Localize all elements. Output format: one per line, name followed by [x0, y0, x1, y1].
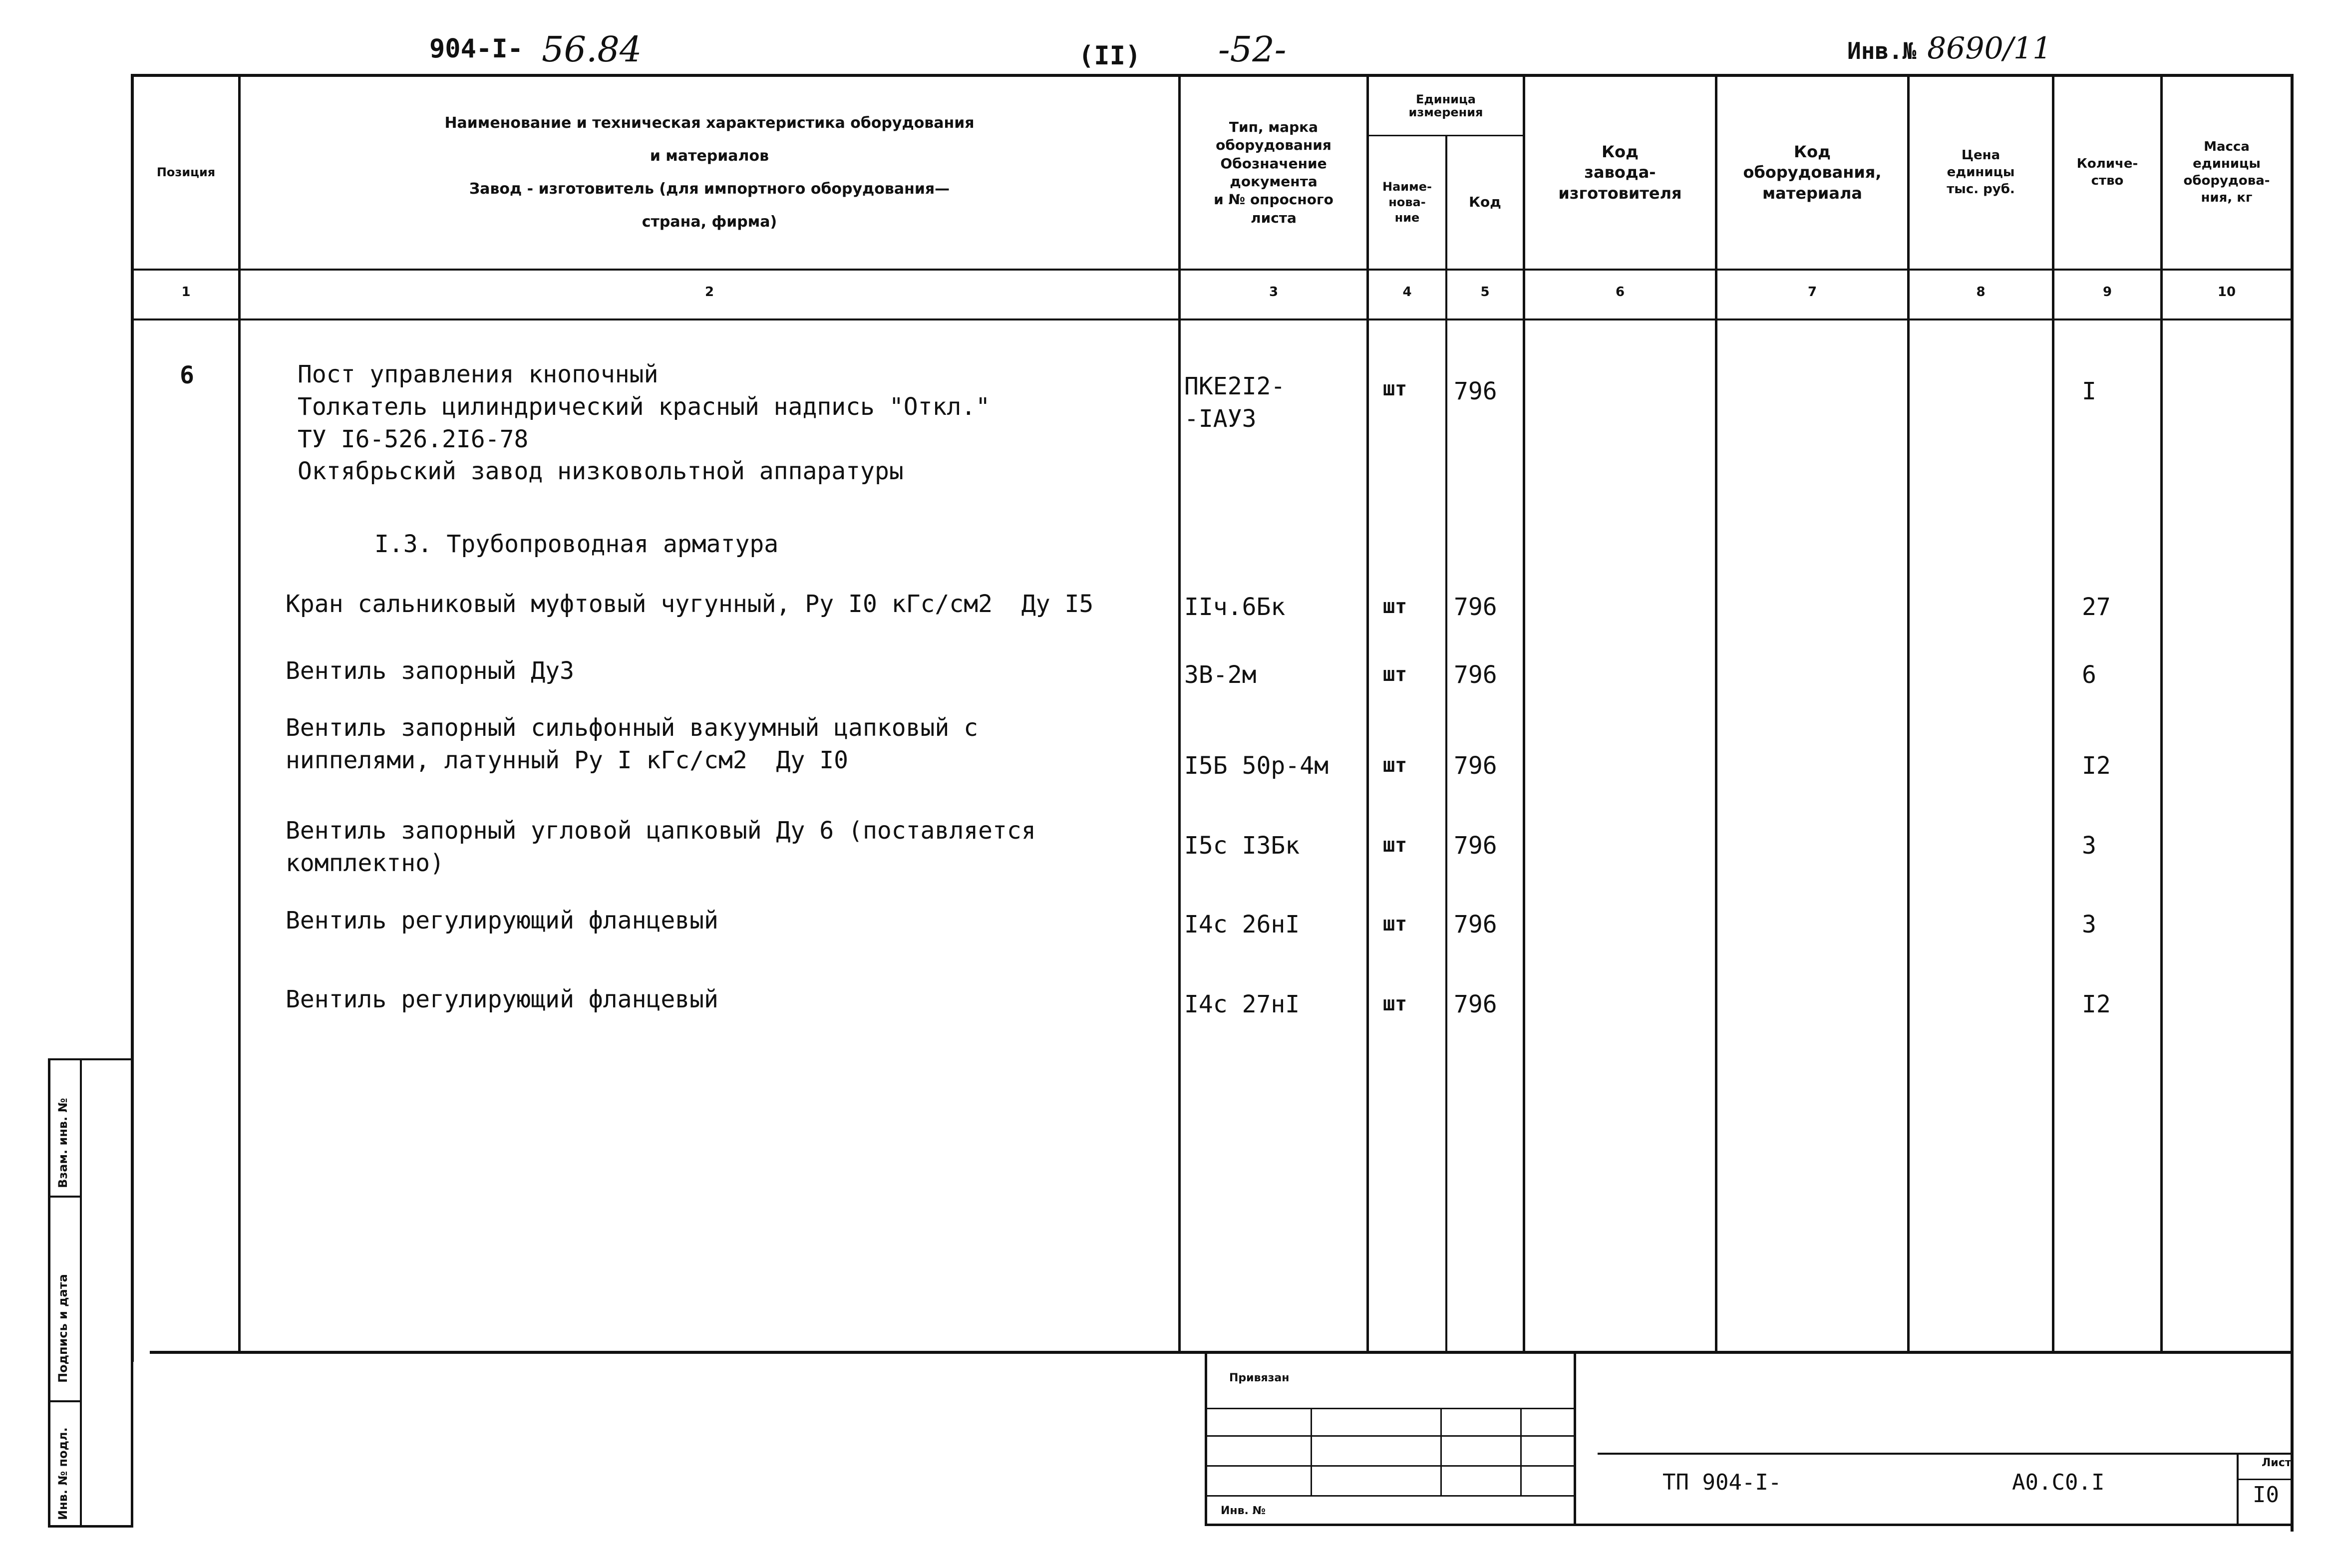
row-code: 796 [1454, 593, 1497, 621]
row-qty: 3 [2082, 832, 2096, 860]
row-qty: 27 [2082, 593, 2111, 621]
col-number-10: 10 [2217, 285, 2236, 300]
row-qty: 3 [2082, 911, 2096, 939]
row-name: Кран сальниковый муфтовый чугунный, Ру I0 кГс/см2 Ду I5 [286, 590, 1094, 618]
row-type: 3В-2м [1184, 661, 1257, 689]
row-unit: шт [1383, 663, 1407, 686]
inventory-label: Инв.№ [1847, 37, 1917, 64]
header-unit-code: Код [1469, 194, 1501, 211]
row-type: I4с 27нI [1184, 990, 1300, 1018]
row-type: I4с 26нI [1184, 911, 1300, 939]
col-number-1: 1 [181, 285, 191, 300]
side-signature-date: Подпись и дата [56, 1274, 70, 1383]
row-unit: шт [1383, 595, 1407, 618]
stamp-inv-label: Инв. № [1221, 1505, 1266, 1517]
row-position: 6 [180, 361, 194, 389]
row-name: Пост управления кнопочный Толкатель цилиндрический красный надпись "Откл." ТУ I6-526.2I6-78 Октябрьский завод низковольтной аппаратуры [298, 360, 991, 486]
row-code: 796 [1454, 661, 1497, 689]
row-name: Вентиль запорный Ду3 [286, 657, 574, 685]
row-name: Вентиль регулирующий фланцевый [286, 985, 718, 1013]
col-number-9: 9 [2102, 285, 2112, 300]
row-unit: шт [1383, 834, 1407, 857]
col-number-8: 8 [1976, 285, 1986, 300]
col-number-2: 2 [704, 285, 714, 300]
col-number-3: 3 [1269, 285, 1279, 300]
header-name: Наименование и техническая характеристика оборудования и материалов Завод - изготовитель (для импортного оборудования— страна, фирма) [444, 114, 975, 231]
header-equip-code: Код оборудования, материала [1743, 142, 1882, 203]
row-name: Вентиль запорный угловой цапковый Ду 6 (поставляется комплектно) [286, 817, 1036, 877]
row-code: 796 [1454, 377, 1497, 405]
row-type: IIч.6Бк [1184, 593, 1286, 621]
row-unit: шт [1383, 754, 1407, 777]
stamp-linked-label: Привязан [1229, 1372, 1290, 1384]
row-type: ПКЕ2I2- -IАУЗ [1184, 372, 1286, 433]
part-number: (II) [1078, 41, 1141, 71]
row-code: 796 [1454, 752, 1497, 780]
stamp-document-number: ТП 904-I- [1663, 1470, 1782, 1495]
row-unit: шт [1383, 992, 1407, 1015]
col-number-6: 6 [1615, 285, 1625, 300]
row-code: 796 [1454, 832, 1497, 860]
series-number: 904-I- [429, 34, 523, 64]
row-type: I5с I3Бк [1184, 832, 1300, 860]
section-title: I.3. Трубопроводная арматура [374, 530, 779, 558]
header-unit: Единица измерения [1408, 92, 1483, 119]
side-original-inv: Инв. № подл. [56, 1427, 70, 1520]
col-number-5: 5 [1480, 285, 1490, 300]
inventory-handwritten: 8690/11 [1927, 31, 2052, 66]
row-qty: I2 [2082, 990, 2111, 1018]
row-unit: шт [1383, 913, 1407, 936]
col-number-4: 4 [1402, 285, 1412, 300]
row-name: Вентиль регулирующий фланцевый [286, 907, 718, 935]
row-code: 796 [1454, 911, 1497, 939]
side-replaced-inv: Взам. инв. № [56, 1098, 70, 1188]
row-qty: I2 [2082, 752, 2111, 780]
header-mass: Масса единицы оборудова- ния, кг [2183, 139, 2270, 205]
stamp-sheet-number: I0 [2253, 1482, 2279, 1508]
header-unit-name: Наиме- нова- ние [1382, 179, 1432, 225]
series-handwritten: 56.84 [542, 29, 642, 70]
header-maker-code: Код завода- изготовителя [1558, 142, 1682, 203]
stamp-document-code: А0.С0.I [2012, 1470, 2105, 1495]
row-qty: 6 [2082, 661, 2096, 689]
header-type: Тип, марка оборудования Обозначение документа и № опросного листа [1214, 118, 1333, 226]
stamp-sheet-label: Лист [2262, 1457, 2292, 1469]
row-type: I5Б 50р-4м [1184, 752, 1329, 780]
row-name: Вентиль запорный сильфонный вакуумный цапковый с ниппелями, латунный Ру I кГс/см2 Ду I0 [286, 714, 979, 774]
page-number: -52- [1218, 29, 1287, 70]
row-unit: шт [1383, 377, 1407, 400]
header-position: Позиция [156, 165, 216, 180]
header-qty: Количе- ство [2076, 156, 2138, 188]
row-qty: I [2082, 377, 2096, 405]
row-code: 796 [1454, 990, 1497, 1018]
header-price: Цена единицы тыс. руб. [1947, 148, 2015, 197]
col-number-7: 7 [1807, 285, 1817, 300]
